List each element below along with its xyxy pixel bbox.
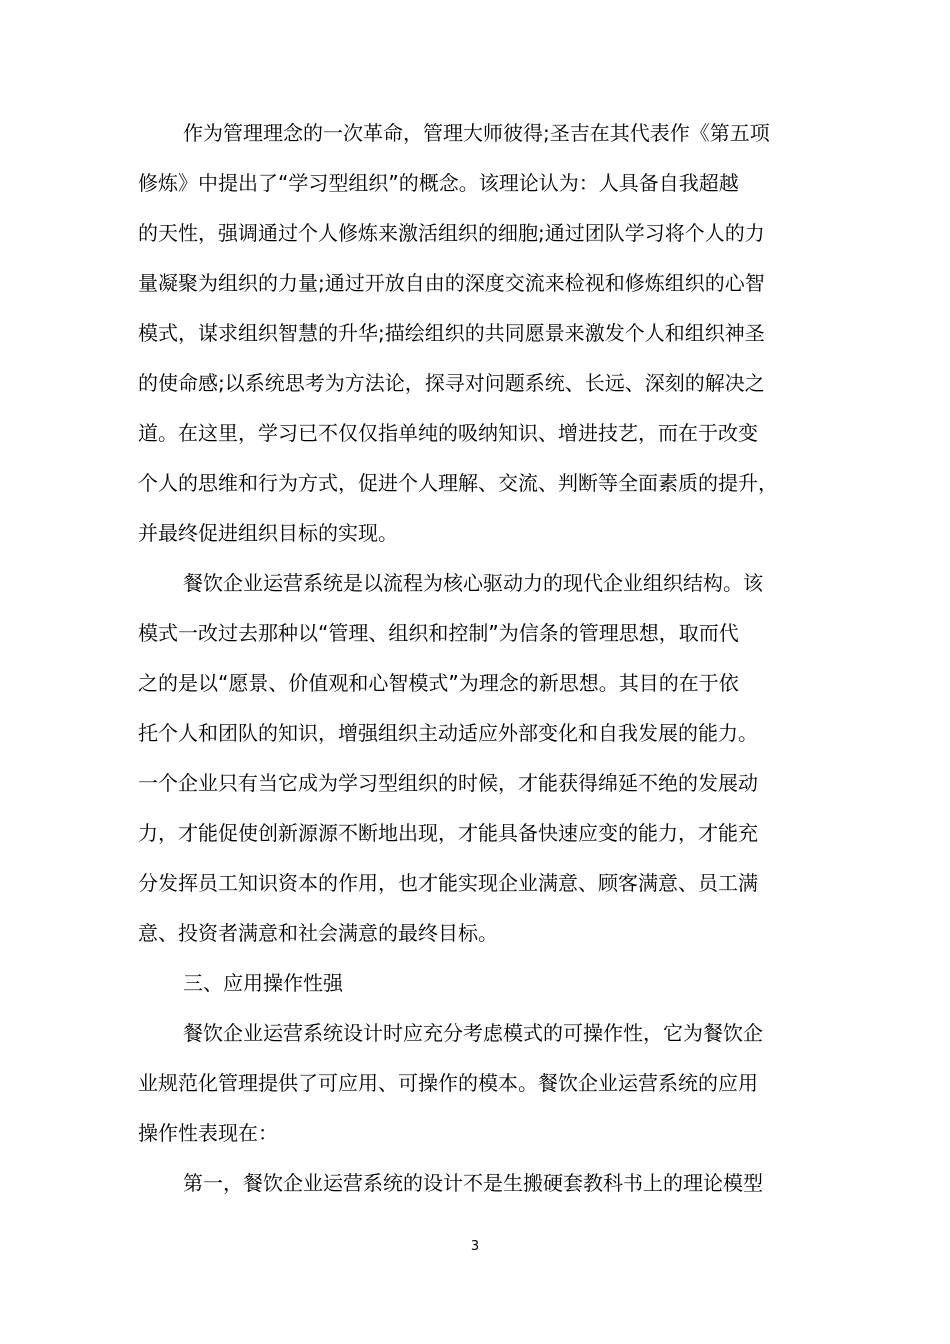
paragraph-1-line-4: 量凝聚为组织的力量;通过开放自由的深度交流来检视和修炼组织的心智 — [138, 271, 765, 295]
paragraph-2-line-7: 分发挥员工知识资本的作用，也才能实现企业满意、顾客满意、员工满 — [138, 871, 758, 895]
paragraph-1-line-3: 的天性，强调通过个人修炼来激活组织的细胞;通过团队学习将个人的力 — [138, 221, 765, 245]
paragraph-1-line-7: 道。在这里，学习已不仅仅指单纯的吸纳知识、增进技艺，而在于改变 — [138, 421, 758, 445]
paragraph-5-line-1: 第一，餐饮企业运营系统的设计不是生搬硬套教科书上的理论模型 — [183, 1171, 763, 1195]
paragraph-1-line-5: 模式，谋求组织智慧的升华;描绘组织的共同愿景来激发个人和组织神圣 — [138, 321, 765, 345]
paragraph-1-line-8: 个人的思维和行为方式，促进个人理解、交流、判断等全面素质的提升， — [138, 471, 778, 495]
page-number: 3 — [470, 1239, 480, 1254]
paragraph-2-line-2: 模式一改过去那种以“管理、组织和控制”为信条的管理思想，取而代 — [138, 621, 739, 645]
paragraph-1-line-2: 修炼》中提出了“学习型组织”的概念。该理论认为：人具备自我超越 — [138, 171, 739, 195]
paragraph-1-line-9: 并最终促进组织目标的实现。 — [138, 521, 398, 545]
paragraph-2-line-1: 餐饮企业运营系统是以流程为核心驱动力的现代企业组织结构。该 — [183, 571, 763, 595]
section-heading: 三、应用操作性强 — [183, 971, 343, 995]
paragraph-4-line-1: 餐饮企业运营系统设计时应充分考虑模式的可操作性，它为餐饮企 — [183, 1021, 763, 1045]
paragraph-2-line-8: 意、投资者满意和社会满意的最终目标。 — [138, 921, 498, 945]
paragraph-2-line-5: 一个企业只有当它成为学习型组织的时候，才能获得绵延不绝的发展动 — [138, 771, 758, 795]
paragraph-1-line-6: 的使命感;以系统思考为方法论，探寻对问题系统、长远、深刻的解决之 — [138, 371, 765, 395]
paragraph-1-line-1: 作为管理理念的一次革命，管理大师彼得;圣吉在其代表作《第五项 — [183, 121, 770, 145]
paragraph-2-line-4: 托个人和团队的知识，增强组织主动适应外部变化和自我发展的能力。 — [138, 721, 758, 745]
paragraph-2-line-6: 力，才能促使创新源源不断地出现，才能具备快速应变的能力，才能充 — [138, 821, 758, 845]
paragraph-4-line-3: 操作性表现在： — [138, 1121, 278, 1145]
paragraph-2-line-3: 之的是以“愿景、价值观和心智模式”为理念的新思想。其目的在于依 — [138, 671, 739, 695]
paragraph-4-line-2: 业规范化管理提供了可应用、可操作的模本。餐饮企业运营系统的应用 — [138, 1071, 758, 1095]
